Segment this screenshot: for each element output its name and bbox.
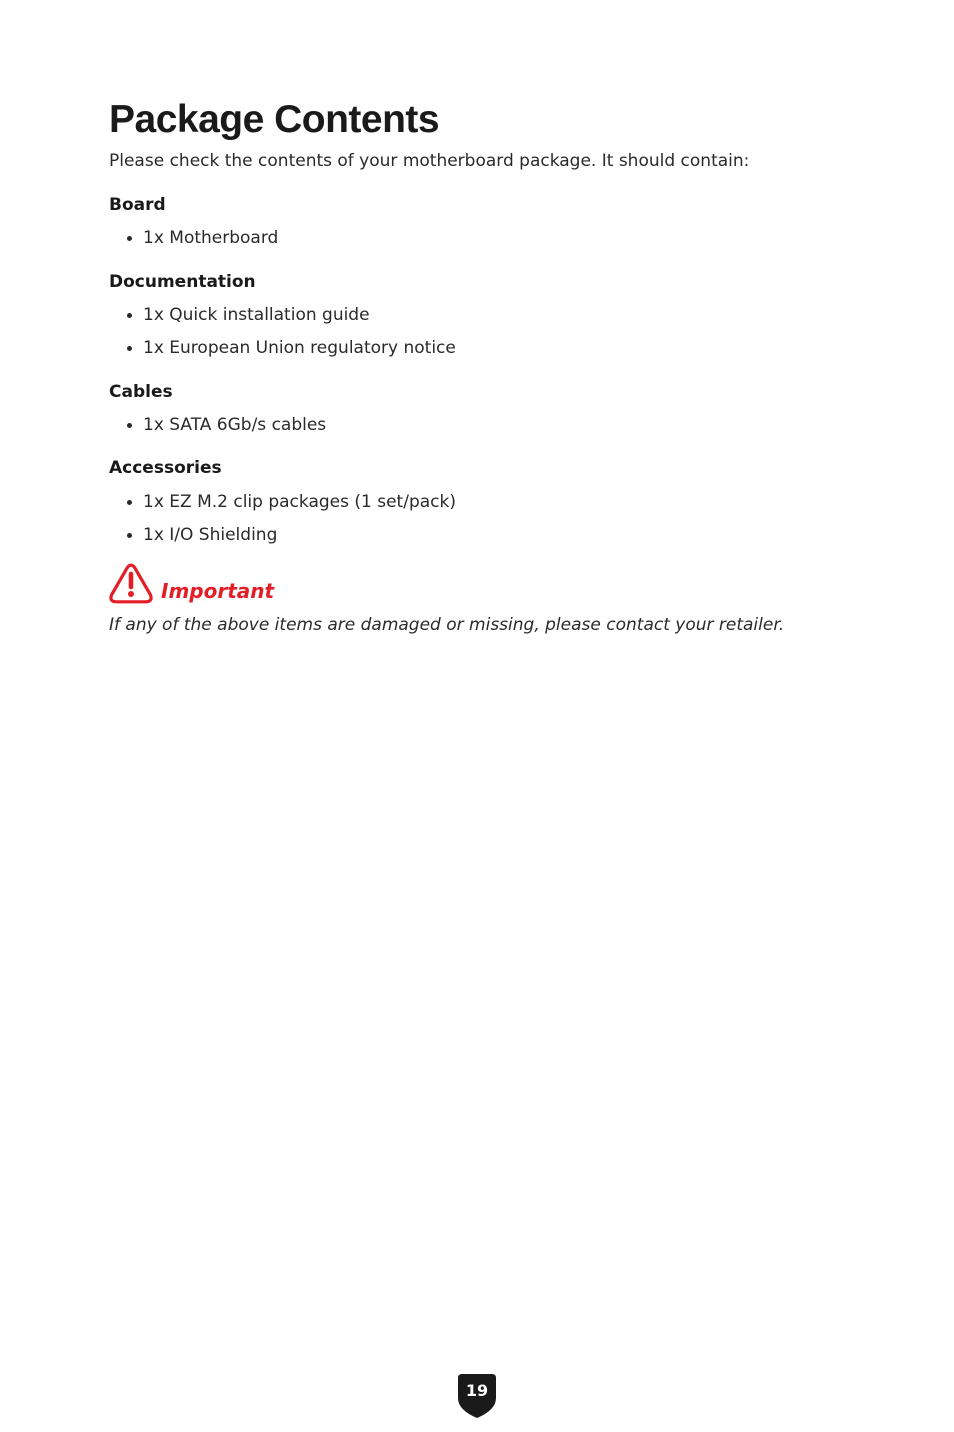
important-label: Important <box>161 579 275 603</box>
bullet-icon <box>127 423 132 428</box>
list-item-text: 1x Motherboard <box>143 228 279 248</box>
list-item-text: 1x SATA 6Gb/s cables <box>143 415 327 435</box>
important-callout <box>109 562 274 606</box>
list-item <box>127 228 278 248</box>
list-item-text: 1x Quick installation guide <box>143 305 370 325</box>
list-item-text: 1x European Union regulatory notice <box>143 338 456 358</box>
bullet-icon <box>127 533 132 538</box>
bullet-icon <box>127 236 132 241</box>
section-heading-board: Board <box>109 195 166 215</box>
list-item-text: 1x EZ M.2 clip packages (1 set/pack) <box>143 492 456 512</box>
list-item <box>127 525 277 545</box>
section-heading-accessories: Accessories <box>109 458 222 478</box>
page-number-badge <box>458 1372 496 1418</box>
intro-text: Please check the contents of your motherboard package. It should contain: <box>109 151 750 171</box>
list-item <box>127 415 326 435</box>
list-item <box>127 305 370 325</box>
list-item <box>127 338 456 358</box>
list-item <box>127 492 456 512</box>
page-number: 19 <box>465 1381 489 1400</box>
bullet-icon <box>127 346 132 351</box>
warning-icon <box>109 563 153 605</box>
section-heading-cables: Cables <box>109 382 173 402</box>
bullet-icon <box>127 500 132 505</box>
page-title: Package Contents <box>109 98 440 141</box>
list-item-text: 1x I/O Shielding <box>143 525 278 545</box>
section-heading-documentation: Documentation <box>109 272 256 292</box>
important-note: If any of the above items are damaged or missing, please contact your retailer. <box>109 615 785 635</box>
bullet-icon <box>127 313 132 318</box>
